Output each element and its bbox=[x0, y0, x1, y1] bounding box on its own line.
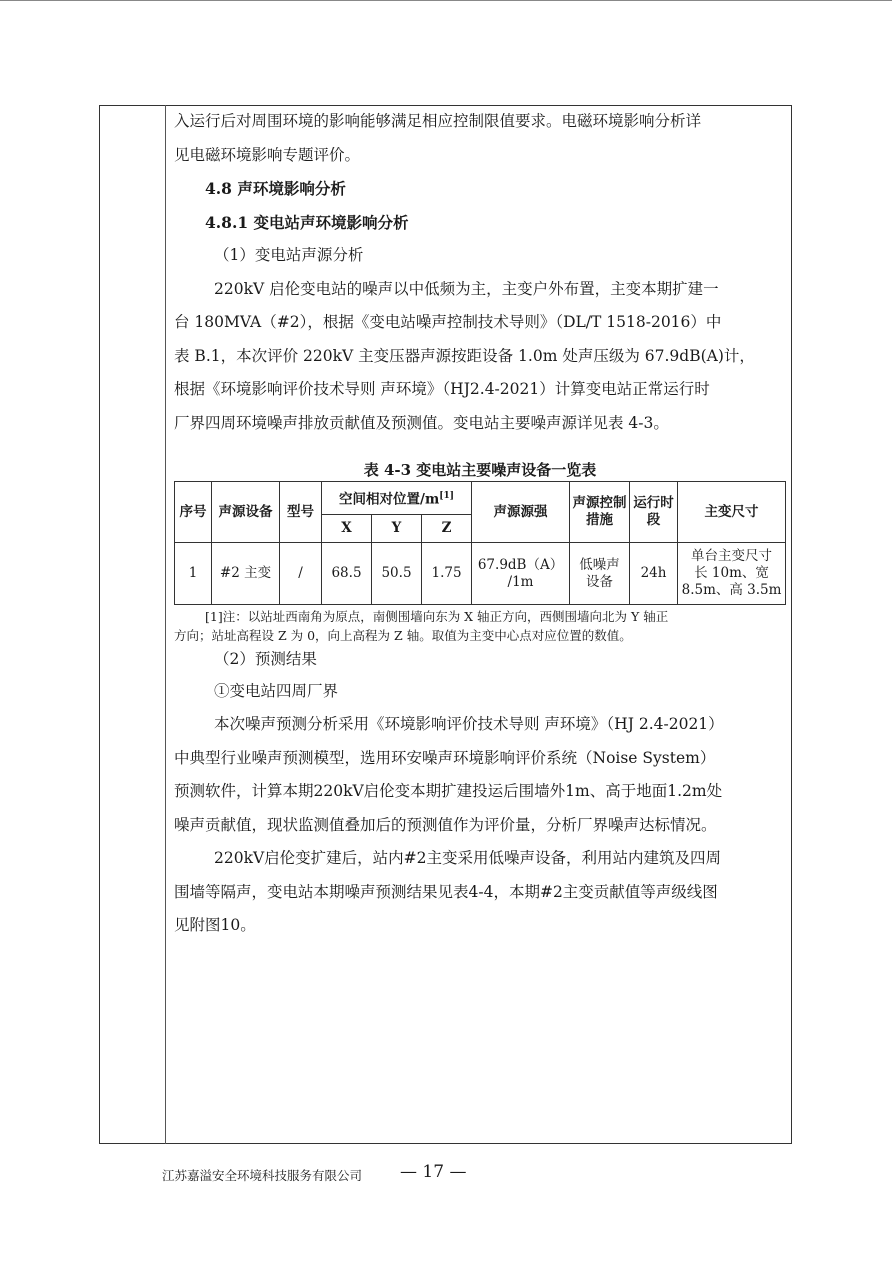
paragraph-line: 根据《环境影响评价技术导则 声环境》（HJ2.4-2021）计算变电站正常运行时 bbox=[174, 380, 710, 398]
paragraph-line: 中典型行业噪声预测模型，选用环安噪声环境影响评价系统（Noise System） bbox=[174, 748, 716, 767]
paragraph-line: 噪声贡献值，现状监测值叠加后的预测值作为评价量，分析厂界噪声达标情况。 bbox=[174, 815, 717, 834]
paragraph-line: 入运行后对周围环境的影响能够满足相应控制限值要求。电磁环境影响分析详 bbox=[174, 112, 702, 130]
lower-content bbox=[174, 644, 786, 943]
header-seq: 序号 bbox=[175, 482, 212, 543]
page-number: — 17 — bbox=[400, 1162, 467, 1182]
paragraph-line: 表 B.1，本次评价 220kV 主变压器声源按距设备 1.0m 处声压级为 67.9dB(A)计， bbox=[174, 346, 755, 365]
note-line: [1]注：以站址西南角为原点，南侧围墙向东为 X 轴正方向，西侧围墙向北为 Y 轴正 bbox=[205, 609, 669, 624]
cell-control: 低噪声 设备 bbox=[570, 543, 630, 605]
header-control: 声源控制措施 bbox=[570, 482, 630, 543]
subheading-boundary: ①变电站四周厂界 bbox=[214, 682, 339, 700]
paragraph-line: 220kV启伦变扩建后，站内#2主变采用低噪声设备，利用站内建筑及四周 bbox=[214, 849, 722, 867]
paragraph-line: 围墙等隔声，变电站本期噪声预测结果见表4-4，本期#2主变贡献值等声级线图 bbox=[174, 882, 718, 901]
note-line: 方向；站址高程设 Z 为 0，向上高程为 Z 轴。取值为主变中心点对应位置的数值。 bbox=[174, 628, 632, 643]
cell-z: 1.75 bbox=[422, 543, 472, 605]
cell-y: 50.5 bbox=[372, 543, 422, 605]
section-heading: 4.8 声环境影响分析 bbox=[205, 179, 346, 198]
header-position: 空间相对位置/m[1] bbox=[322, 482, 472, 515]
top-rule bbox=[0, 0, 892, 1]
table-caption: 表 4-3 变电站主要噪声设备一览表 bbox=[363, 461, 597, 479]
paragraph-line: 厂界四周环境噪声排放贡献值及预测值。变电站主要噪声源详见表 4-3。 bbox=[174, 413, 669, 432]
paragraph-line: 220kV 启伦变电站的噪声以中低频为主，主变户外布置，主变本期扩建一 bbox=[214, 279, 719, 298]
header-model: 型号 bbox=[280, 482, 322, 543]
paragraph-line: 见电磁环境影响专题评价。 bbox=[174, 145, 361, 164]
header-strength: 声源源强 bbox=[472, 482, 570, 543]
table-row bbox=[175, 543, 786, 605]
cell-strength: 67.9dB（A） /1m bbox=[472, 543, 570, 605]
subheading-source-analysis: （1）变电站声源分析 bbox=[214, 246, 364, 264]
header-x: X bbox=[322, 515, 372, 543]
header-period: 运行时段 bbox=[630, 482, 678, 543]
cell-x: 68.5 bbox=[322, 543, 372, 605]
cell-model: / bbox=[280, 543, 322, 605]
cell-size: 单台主变尺寸 长 10m、宽 8.5m、高 3.5m bbox=[678, 543, 786, 605]
subheading-prediction-results: （2）预测结果 bbox=[214, 650, 317, 668]
paragraph-line: 台 180MVA（#2），根据《变电站噪声控制技术导则》（DL/T 1518-2016）中 bbox=[174, 313, 722, 331]
header-size: 主变尺寸 bbox=[678, 482, 786, 543]
page-footer bbox=[0, 1160, 892, 1190]
cell-source: #2 主变 bbox=[212, 543, 280, 605]
header-z: Z bbox=[422, 515, 472, 543]
company-name: 江苏嘉溢安全环境科技服务有限公司 bbox=[162, 1168, 363, 1183]
paragraph-line: 预测软件，计算本期220kV启伦变本期扩建投运后围墙外1m、高于地面1.2m处 bbox=[174, 782, 723, 800]
header-y: Y bbox=[372, 515, 422, 543]
cell-period: 24h bbox=[630, 543, 678, 605]
paragraph-line: 本次噪声预测分析采用《环境影响评价技术导则 声环境》（HJ 2.4-2021） bbox=[214, 715, 724, 733]
cell-seq: 1 bbox=[175, 543, 212, 605]
frame-column-divider bbox=[165, 105, 166, 1144]
table-note bbox=[174, 607, 786, 645]
paragraph-line: 见附图10。 bbox=[174, 916, 256, 934]
subsection-heading: 4.8.1 变电站声环境影响分析 bbox=[205, 212, 409, 232]
main-content bbox=[174, 105, 786, 440]
noise-source-table bbox=[174, 481, 786, 605]
header-source: 声源设备 bbox=[212, 482, 280, 543]
